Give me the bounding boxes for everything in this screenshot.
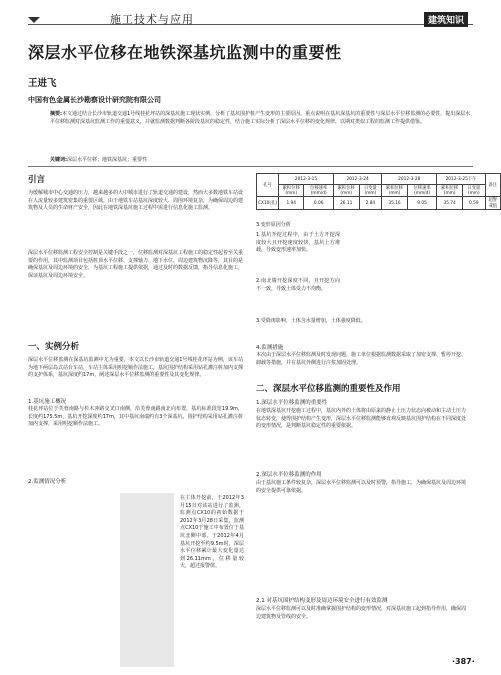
- divider: [28, 166, 473, 167]
- article-title: 深层水平位移在地铁深基坑监测中的重要性: [28, 43, 342, 62]
- table-cell: 1.94: [279, 197, 304, 210]
- cause-item-2: 2.南北墙开挖深度不同，且开挖方向不一致，导致土体受力不均衡。: [256, 278, 340, 292]
- header-rule: [28, 24, 473, 25]
- table-subheader: 位移速率(mm/d): [407, 185, 437, 197]
- cause-item-3: 3.受降雨影响，土体含水量增加，土体强度降低。: [256, 318, 366, 324]
- intro-paragraph-1: 为缓解城市中心交通的压力，越来越多的大中城市进行了轨道交通的建设，然而大多数地铁车站设在人流量较多建筑密集的重要区域，由于地铁车站基坑深度较大、周围环境复杂，为确保周边的建筑物及人员的生命财产安全，因此在地铁深基坑施工过程中需进行信息化施工监测。: [28, 190, 244, 212]
- table-subheader: 累积位移(mm): [279, 185, 304, 197]
- author-name: 王进飞: [28, 78, 57, 89]
- table-subheader: 累积位移(mm): [382, 185, 408, 197]
- section2-sub-b: 2.深层水平位移监测的作用: [256, 472, 322, 478]
- measures-heading: 4.监测措施: [256, 345, 284, 351]
- abstract-label: 摘要:: [50, 111, 62, 117]
- cause-heading: 3.变形原因分析: [256, 222, 291, 228]
- section1-paragraph: 深层水平位移监测在深基坑监测中尤为重要，本文以长沙市轨道交通1号线桂花坪站为例，该车站为地下两层岛式站台车站，车站主体采用明挖顺作法施工，基坑围护结构采用钻孔灌注桩加内支撑的支护体系，基坑深度约17m，阐述深层水平位移监测的重要性及其变化规律。: [28, 357, 244, 379]
- intro-heading: 引言: [28, 175, 46, 185]
- abstract: [50, 110, 472, 126]
- keywords-label: 关键词:: [50, 157, 67, 163]
- header-badge: 建筑知识: [424, 12, 468, 27]
- table-cell: 35.16: [382, 197, 408, 210]
- table-subheader: 位移速率(mm/d): [304, 185, 334, 197]
- section1-sub1-heading: 1.基坑施工概况: [28, 399, 67, 405]
- measures-text: 本次由于深层水平位移监测及时发现问题，施工单位根据监测数据采取了加密支撑、暂停开挖、卸载等措施，并在基坑外侧进行注浆加固处理。: [256, 352, 467, 366]
- table-header-hole: 孔号: [257, 174, 279, 197]
- table-header-remark: 备注: [485, 174, 500, 197]
- section1-sub2-text: 在主体开挖前，于2012年3月15日对该站进行了监测，监测点CX10的初始数据于2012年3月28日采集，监测点CX10于施工中布置位于基坑北侧中部，于2012年4月基坑开挖至约9.5m时，深层水平位移累计最大变化量达到26.11mm，位移量较大，超过报警值。: [180, 495, 244, 570]
- section2-heading: 二、深层水平位移监测的重要性及作用: [256, 384, 401, 394]
- monitoring-table: [256, 173, 501, 210]
- table-date-2: 2012-3-24: [333, 174, 381, 185]
- table-date-4: 2012-3-25下午: [437, 174, 485, 185]
- table-cell: 2.84: [359, 197, 382, 210]
- intro-paragraph-2: 深层水平位移监测工程安全控制是关键手段之一，位移监测对深基坑工程施工的稳定性起着至关重要的作用，其中监测项目包括桩顶水平位移、支撑轴力、地下水位、周边建筑物沉降等，其目的是确保基坑及周边环境的安全，为基坑工程施工提供依据，通过及时的数据反馈，指导信息化施工，保证基坑及周边环境安全。: [28, 250, 244, 279]
- abstract-text: 本文通过结合长沙市轨道交通1号线桂花坪站的深基坑施工现状实例，分析了基坑围护桩产生变形的主要原因，重点说明在基坑深基坑的重要性与深层水平位移监测的必要性，提出深层水平位移监测对深基坑监测工作的重要意义，并就监测数据判断各阶段基坑的稳定性，结合施工实际分析了深层水平位移的变化规律，以期对类似工程的监测工作提供借鉴。: [50, 111, 471, 125]
- table-date-3: 2012-3-28: [382, 174, 437, 185]
- table-cell: 0.59: [462, 197, 485, 210]
- table-cell: 9.05: [407, 197, 437, 210]
- page-number: ·387·: [452, 657, 475, 666]
- table-cell: 35.74: [437, 197, 463, 210]
- table-date-1: 2012-3-15: [279, 174, 334, 185]
- section1-sub2-heading: 2.监测情况分析: [28, 479, 67, 485]
- section2-sub-a: 1.深层水平位移监测的重要性: [256, 400, 328, 406]
- header-section-label: 施工技术与应用: [110, 13, 194, 26]
- table-subheader: 日变量(mm): [359, 185, 382, 197]
- table-cell: 26.11: [333, 197, 359, 210]
- cause-item-1: 1.基坑开挖过程中，由于土方开挖深度较大且开挖速度较快，基坑上方堆载，导致变形速率加快。: [256, 232, 340, 254]
- table-remark: 超警戒值: [485, 197, 500, 210]
- table-subheader: 累积位移(mm): [437, 185, 463, 197]
- keywords: [50, 156, 147, 163]
- table-subheader: 日变量(mm): [462, 185, 485, 197]
- section1-heading: 一、实例分析: [28, 342, 80, 352]
- section2-sub-c: 2.1 对基坑围护结构变形及周边环境安全进行有效监测: [256, 598, 388, 604]
- section2-sub-c-text: 深层水平位移监测可以及时准确掌握围护结构的变形情况，对深基坑施工起到指导作用，确保周边建筑物及管线的安全。: [256, 606, 467, 620]
- section2-sub-a-text: 在地铁深基坑开挖施工过程中，基坑内外的土体将由原来的静止土压力状态向被动和主动土压力状态转变，使得围护结构产生变形，深层水平位移监测能够直观反映基坑围护结构在不同深度处的变形情况，是判断基坑稳定性的重要依据。: [256, 408, 467, 430]
- table-cell: 0.06: [304, 197, 334, 210]
- header-marker-icon: [28, 17, 40, 23]
- table-subheader: 累积位移(mm): [333, 185, 359, 197]
- section2-sub-b-text: 由于基坑施工条件较复杂，深层水平位移监测可以及时预警，指导施工，为确保基坑及周边环境的安全提供可靠依据。: [256, 480, 467, 494]
- borehole-figure: [120, 493, 174, 667]
- section1-sub1-text: 桂花坪站位于芙蓉南路与杉木冲路交叉口南侧，沿芙蓉南路南北向布置，基坑标准段宽19.9m，长度约175.5m，基坑开挖深度约17m，其中基坑南端约有3个深基坑，围护结构采用钻孔灌注桩加内支撑，采用明挖顺作法施工。: [28, 406, 243, 428]
- table-row-label: CX10(孔): [257, 197, 279, 210]
- keywords-text: 深层水平位移；地铁深基坑；重要性: [67, 157, 148, 163]
- affiliation: 中国有色金属长沙勘察设计研究院有限公司: [28, 96, 161, 104]
